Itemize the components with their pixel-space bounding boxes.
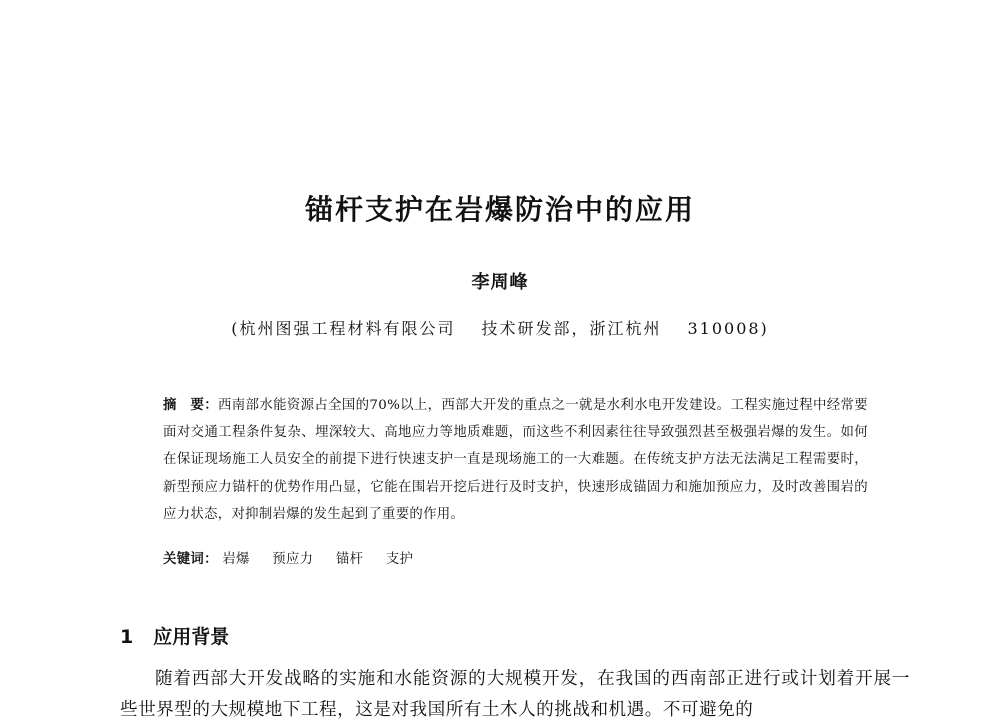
affiliation-zip: 310008) bbox=[687, 319, 769, 338]
abstract bbox=[163, 392, 868, 528]
keyword: 岩爆 bbox=[222, 552, 250, 567]
keyword: 预应力 bbox=[272, 552, 314, 567]
keywords-label: 关键词： bbox=[163, 552, 218, 567]
body-paragraph: 随着西部大开发战略的实施和水能资源的大规模开发，在我国的西南部正进行或计划着开展一些世界型的大规模地下工程，这是对我国所有土木人的挑战和机遇。不可避免的 bbox=[120, 669, 910, 720]
section-title: 应用背景 bbox=[153, 626, 230, 648]
paper-title: 锚杆支护在岩爆防治中的应用 bbox=[304, 193, 695, 226]
author-affiliation bbox=[0, 316, 1000, 339]
abstract-text: 西南部水能资源占全国的70%以上，西部大开发的重点之一就是水利水电开发建设。工程实施过程中经常要面对交通工程条件复杂、埋深较大、高地应力等地质难题，而这些不利因素往往导致强烈甚至极强岩爆的发生。如何在保证现场施工人员安全的前提下进行快速支护一直是现场施工的一大难题。在传统支护方法无法满足工程需要时，新型预应力锚杆的优势作用凸显，它能在围岩开挖后进行及时支护，快速形成锚固力和施加预应力，及时改善围岩的应力状态，对抑制岩爆的发生起到了重要的作用。 bbox=[163, 398, 868, 522]
section-number: 1 bbox=[120, 626, 134, 648]
abstract-label: 摘 要： bbox=[163, 398, 219, 413]
author-name: 李周峰 bbox=[471, 272, 529, 293]
keyword: 锚杆 bbox=[335, 552, 364, 567]
affiliation-organization: (杭州图强工程材料有限公司 bbox=[231, 319, 456, 338]
affiliation-department: 技术研发部，浙江杭州 bbox=[481, 319, 662, 338]
keyword: 支护 bbox=[385, 552, 414, 567]
section-heading bbox=[120, 622, 229, 649]
keywords-line bbox=[163, 548, 431, 567]
